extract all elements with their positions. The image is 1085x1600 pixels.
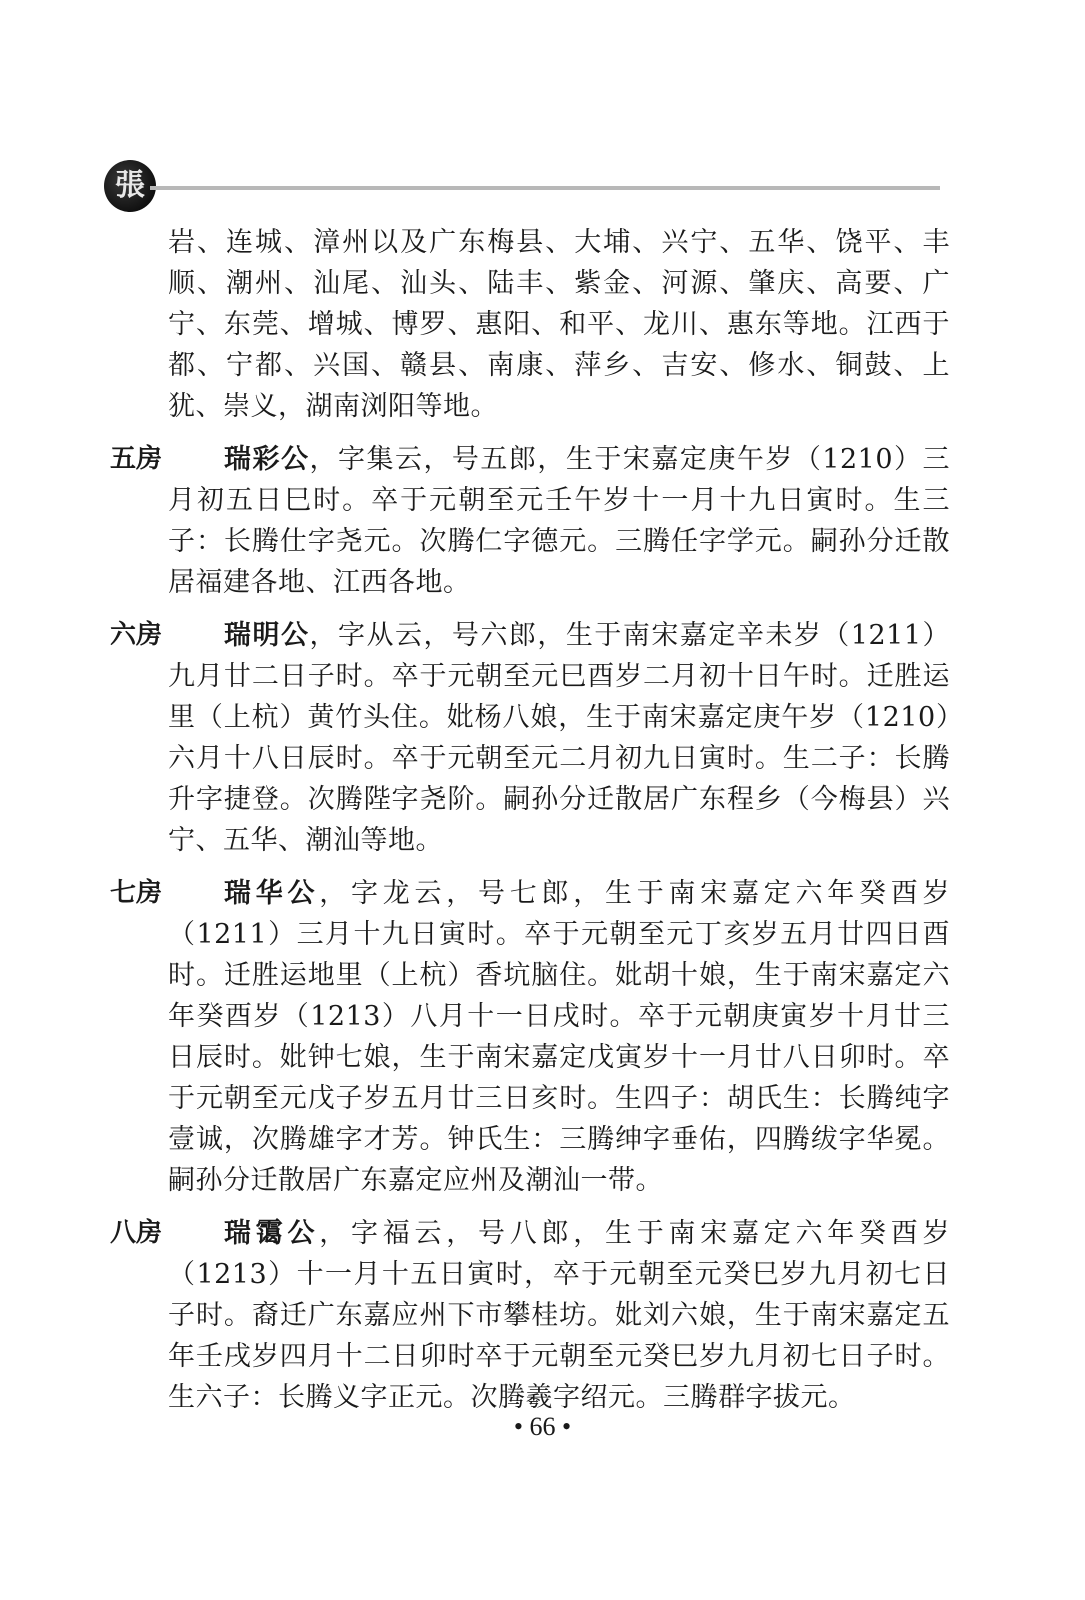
section-text — [168, 1213, 950, 1418]
section-label: 七房 — [110, 878, 163, 908]
section-text — [168, 873, 950, 1201]
header-rule — [150, 186, 940, 190]
section-label: 八房 — [110, 1218, 163, 1248]
page-body — [110, 222, 950, 1418]
section-body: ，字从云，号六郎，生于南宋嘉定辛未岁（1211）九月廿二日子时。卒于元朝至元巳酉岁二月初十日午时。迁胜运里（上杭）黄竹头住。妣杨八娘，生于南宋嘉定庚午岁（1210）六月十八日辰时。卒于元朝至元二月初九日寅时。生二子：长腾升字捷登。次腾陛字尧阶。嗣孙分迁散居广东程乡（今梅县）兴宁、五华、潮汕等地。 — [168, 620, 951, 856]
section-body: ，字龙云，号七郎，生于南宋嘉定六年癸酉岁（1211）三月十九日寅时。卒于元朝至元丁亥岁五月廿四日酉时。迁胜运地里（上杭）香坑脑住。妣胡十娘，生于南宋嘉定六年癸酉岁（1213）八月十一日戌时。卒于元朝庚寅岁十月廿三日辰时。妣钟七娘，生于南宋嘉定戊寅岁十一月廿八日卯时。卒于元朝至元戊子岁五月廿三日亥时。生四子：胡氏生：长腾纯字壹诚，次腾雄字才芳。钟氏生：三腾绅字垂佑，四腾绂字华冕。嗣孙分迁散居广东嘉定应州及潮汕一带。 — [168, 878, 950, 1196]
seal-character: 張 — [115, 168, 145, 203]
section-label: 五房 — [110, 444, 163, 474]
section-seventh-branch — [110, 873, 950, 1201]
ancestor-name: 瑞彩公 — [224, 444, 310, 475]
page-number: • 66 • — [513, 1412, 572, 1441]
section-label: 六房 — [110, 620, 163, 650]
surname-seal — [104, 160, 156, 212]
section-body: ，字集云，号五郎，生于宋嘉定庚午岁（1210）三月初五日巳时。卒于元朝至元壬午岁十一月十九日寅时。生三子：长腾仕字尧元。次腾仁字德元。三腾任字学元。嗣孙分迁散居福建各地、江西各地。 — [168, 444, 951, 598]
section-body: ，字福云，号八郎，生于南宋嘉定六年癸酉岁（1213）十一月十五日寅时，卒于元朝至元癸巳岁九月初七日子时。裔迁广东嘉应州下市攀桂坊。妣刘六娘，生于南宋嘉定五年壬戌岁四月十二日卯时卒于元朝至元癸巳岁九月初七日子时。生六子：长腾义字正元。次腾羲字绍元。三腾群字拔元。 — [168, 1218, 950, 1413]
section-sixth-branch — [110, 615, 950, 861]
ancestor-name: 瑞华公 — [224, 878, 320, 909]
section-eighth-branch — [110, 1213, 950, 1418]
section-fifth-branch — [110, 439, 950, 603]
ancestor-name: 瑞明公 — [224, 620, 310, 651]
ancestor-name: 瑞霭公 — [224, 1218, 320, 1249]
section-text — [168, 439, 950, 603]
intro-paragraph: 岩、连城、漳州以及广东梅县、大埔、兴宁、五华、饶平、丰顺、潮州、汕尾、汕头、陆丰、紫金、河源、肇庆、高要、广宁、东莞、增城、博罗、惠阳、和平、龙川、惠东等地。江西于都、宁都、兴国、赣县、南康、萍乡、吉安、修水、铜鼓、上犹、崇义，湖南浏阳等地。 — [168, 227, 950, 422]
section-text — [168, 615, 950, 861]
